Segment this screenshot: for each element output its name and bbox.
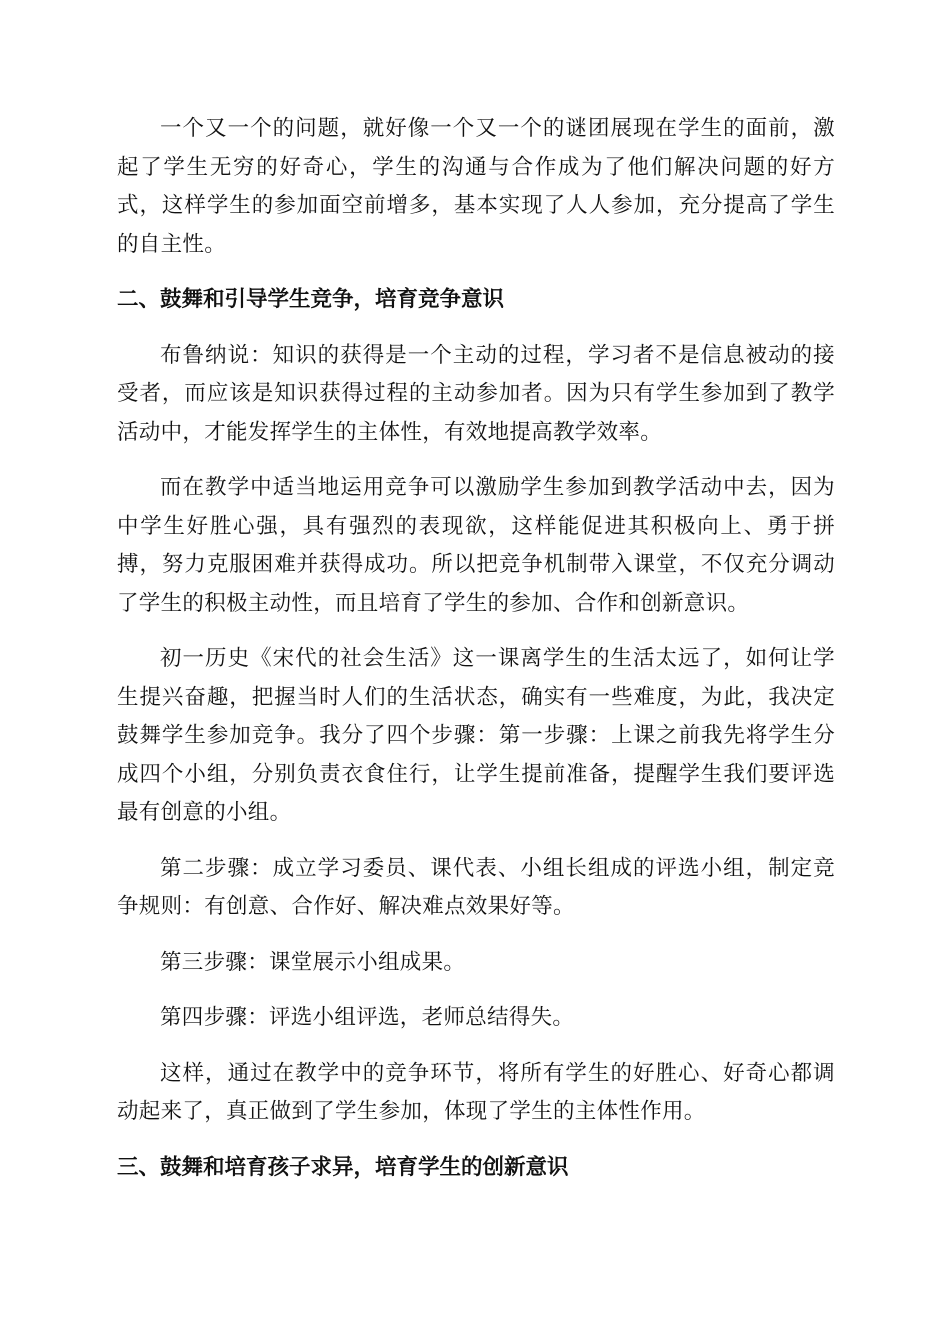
document-page xyxy=(117,110,835,1204)
paragraph-step-three: 第三步骤：课堂展示小组成果。 xyxy=(160,949,466,975)
paragraph-step-four: 第四步骤：评选小组评选，老师总结得失。 xyxy=(160,1005,575,1030)
section-heading-3: 三、鼓舞和培育孩子求异，培育学生的创新意识 xyxy=(117,1154,569,1180)
paragraph-intro: 一个又一个的问题，就好像一个又一个的谜团展现在学生的面前，激起了学生无穷的好奇心，学生的沟通与合作成为了他们解决问题的好方式，这样学生的参加面空前增多，基本实现了人人参加，充分提高了学生的自主性。 xyxy=(117,116,835,257)
paragraph-history-lesson: 初一历史《宋代的社会生活》这一课离学生的生活太远了，如何让学生提兴奋趣，把握当时人们的生活状态，确实有一些难度，为此，我决定鼓舞学生参加竞争。我分了四个步骤：第一步骤：上课之前我先将学生分成四个小组，分别负责衣食住行，让学生提前准备，提醒学生我们要评选最有创意的小组。 xyxy=(117,646,835,825)
paragraph-conclusion: 这样，通过在教学中的竞争环节，将所有学生的好胜心、好奇心都调动起来了，真正做到了学生参加，体现了学生的主体性作用。 xyxy=(117,1060,835,1124)
section-heading-2: 二、鼓舞和引导学生竞争，培育竞争意识 xyxy=(117,287,505,312)
paragraph-step-two: 第二步骤：成立学习委员、课代表、小组长组成的评选小组，制定竞争规则：有创意、合作好、解决难点效果好等。 xyxy=(117,855,835,919)
paragraph-competition: 而在教学中适当地运用竞争可以激励学生参加到教学活动中去，因为中学生好胜心强，具有强烈的表现欲，这样能促进其积极向上、勇于拼搏，努力克服困难并获得成功。所以把竞争机制带入课堂，不仅充分调动了学生的积极主动性，而且培育了学生的参加、合作和创新意识。 xyxy=(117,475,835,616)
paragraph-bruner-quote: 布鲁纳说：知识的获得是一个主动的过程，学习者不是信息被动的接受者，而应该是知识获得过程的主动参加者。因为只有学生参加到了教学活动中，才能发挥学生的主体性，有效地提高教学效率。 xyxy=(117,342,835,445)
